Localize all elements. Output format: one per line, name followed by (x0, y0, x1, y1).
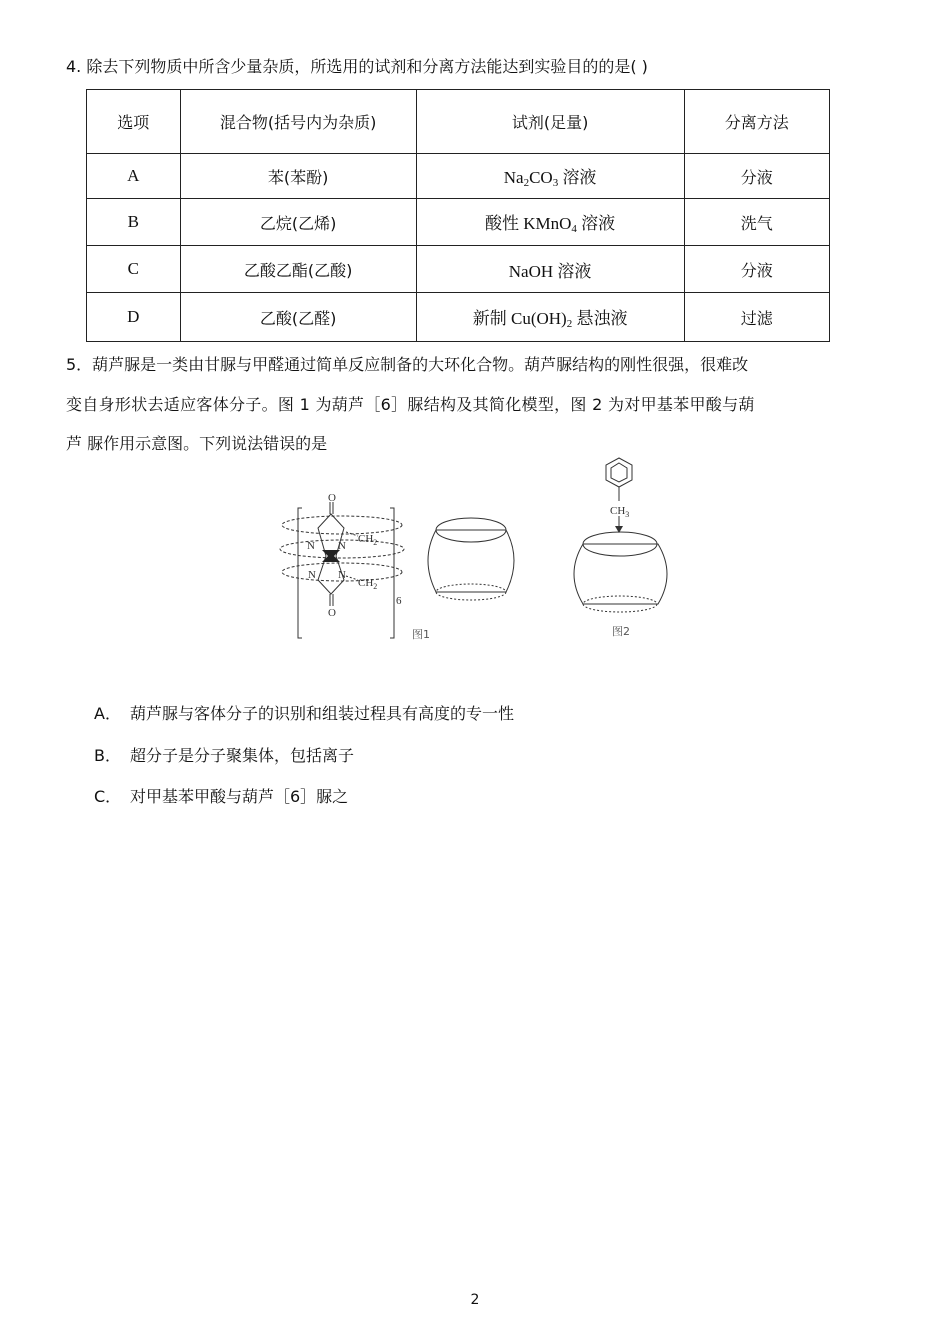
nitrogen-label: N (338, 540, 346, 552)
cucurbituril-figure (270, 452, 690, 652)
cell-option: C (87, 246, 181, 293)
header-reagent: 试剂(足量) (416, 90, 684, 154)
nitrogen-label: N (338, 569, 346, 581)
option-c (94, 787, 348, 807)
question-4-stem: 4. 除去下列物质中所含少量杂质，所选用的试剂和分离方法能达到实验目的的是( ) (66, 57, 648, 76)
option-text: 葫芦脲与客体分子的识别和组装过程具有高度的专一性 (130, 704, 515, 723)
bracket-right (390, 508, 394, 638)
cell-method: 洗气 (684, 199, 829, 246)
option-text: 超分子是分子聚集体，包括离子 (130, 746, 355, 765)
bracket-left (298, 508, 302, 638)
cell-mixture: 乙酸乙酯(乙酸) (180, 246, 416, 293)
option-a (94, 704, 514, 724)
option-text: 对甲基苯甲酸与葫芦［6］脲之 (130, 787, 349, 806)
question-5-stem-line1: 5．葫芦脲是一类由甘脲与甲醛通过简单反应制备的大环化合物。葫芦脲结构的刚性很强，很难改 (66, 355, 749, 374)
ring-upper (282, 516, 402, 534)
question-5-stem-line3: 芦 脲作用示意图。下列说法错误的是 (66, 434, 328, 453)
reagent-text: 溶液 (558, 168, 597, 187)
reagent-text: Na (503, 168, 524, 187)
barrel-model-fig2 (574, 544, 667, 604)
benzene-ring-icon (606, 458, 632, 487)
reagent-subscript: 3 (552, 177, 559, 189)
cell-mixture: 乙酸(乙醛) (180, 293, 416, 342)
header-option: 选项 (87, 90, 181, 154)
cell-option: B (87, 199, 181, 246)
table-header-row (87, 90, 830, 154)
reagent-subscript: 2 (523, 177, 530, 189)
nitrogen-label: N (308, 569, 316, 581)
cell-reagent (416, 293, 684, 342)
cell-reagent (416, 154, 684, 199)
fig1-caption: 图1 (412, 628, 430, 641)
reagent-text: 新制 Cu(OH) (472, 309, 567, 328)
reagent-subscript: 4 (571, 223, 577, 235)
cell-method: 分液 (684, 246, 829, 293)
header-mixture: 混合物(括号内为杂质) (180, 90, 416, 154)
cell-option: D (87, 293, 181, 342)
table-row (87, 293, 830, 342)
nitrogen-label: N (307, 540, 315, 552)
reagent-text: CO (529, 168, 553, 187)
ch2-label: $CH_2$ (358, 533, 378, 547)
repeat-subscript: 6 (396, 595, 402, 607)
ch2-label: $CH_2$ (358, 577, 378, 591)
table-row (87, 246, 830, 293)
question-5-stem-line2: 变自身形状去适应客体分子。图 1 为葫芦［6］脲结构及其简化模型，图 2 为对甲基苯甲酸与葫 (66, 395, 755, 414)
option-letter: B． (94, 746, 121, 765)
benzene-inner-ring (611, 463, 627, 482)
cell-mixture: 苯(苯酚) (180, 154, 416, 199)
cell-method: 分液 (684, 154, 829, 199)
cell-mixture: 乙烷(乙烯) (180, 199, 416, 246)
reagent-text: 酸性 KMnO (485, 214, 572, 233)
page-number: 2 (470, 1292, 480, 1308)
option-letter: A． (94, 704, 121, 723)
cell-reagent (416, 246, 684, 293)
fig2-caption: 图2 (612, 625, 630, 638)
table-row (87, 199, 830, 246)
option-letter: C． (94, 787, 122, 806)
reagent-subscript: 2 (566, 318, 573, 330)
header-method: 分离方法 (684, 90, 829, 154)
reagent-text: 悬浊液 (572, 309, 628, 328)
reagent-text: 溶液 (576, 214, 616, 233)
question-4-table (86, 89, 830, 342)
cell-reagent (416, 199, 684, 246)
reagent-text: NaOH 溶液 (508, 261, 592, 281)
option-b (94, 746, 354, 766)
oxygen-label-bottom: O (328, 607, 336, 619)
table-row (87, 154, 830, 199)
cell-option: A (87, 154, 181, 199)
ch2-bond (346, 576, 358, 580)
oxygen-label-top: O (328, 492, 336, 504)
barrel-model-fig1 (428, 530, 514, 592)
cell-method: 过滤 (684, 293, 829, 342)
methyl-label: $CH_3$ (610, 505, 630, 519)
